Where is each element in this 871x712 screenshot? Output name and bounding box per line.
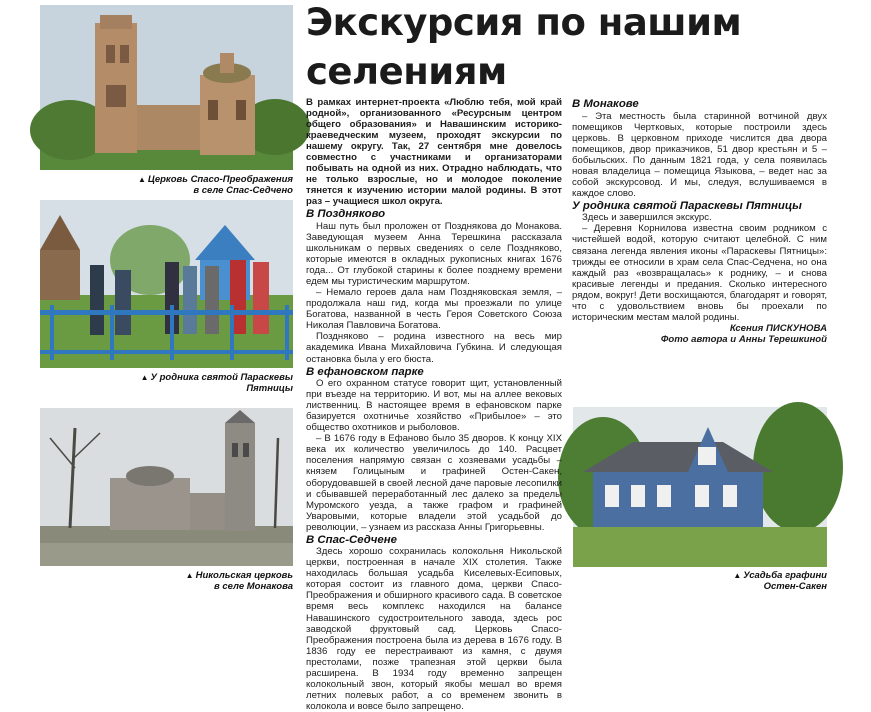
author-signature: Ксения ПИСКУНОВА (729, 322, 827, 334)
section-heading-monakovo: В Монакове (572, 98, 639, 110)
nikolskaya-church-photo (40, 408, 293, 566)
caption-marker-icon: ▲ (185, 571, 194, 580)
manor-osten-saken-photo (573, 407, 827, 567)
caption-marker-icon: ▲ (138, 175, 146, 184)
caption-marker-icon: ▲ (140, 373, 149, 382)
manor-photo-caption: ▲ Усадьба графини Остен-Сакен (733, 570, 827, 592)
spring-photo-caption: ▲ У родника святой Параскевы Пятницы (140, 372, 293, 394)
spring-group-photo (40, 200, 293, 368)
paragraph: – Деревня Корнилова известна своим родником с чистейшей водой, которую считают целебной. С ним связана легенда явления иконы «Параскевы Пятницы»: трижды ее относили в храм села Спас-Седчена, но она каждый раз «возвращалась» к роднику, – и снова красивые легенды и предания. Сколько интересного рядом, вокруг! Дети восхищаются, благодарят и говорят, что с удовольствием вновь бы проехали по историческим местам малой родины. (572, 223, 827, 323)
paragraph: Поздняково – родина известного на весь мир академика Ивана Михайловича Губкина. И следующая остановка была у его бюста. (306, 331, 562, 365)
article-title: Экскурсия по нашим селениям (306, 1, 742, 93)
article-lead: В рамках интернет-проекта «Люблю тебя, мой край родной», организованного «Ресурсным центром общего образования» и Навашинским историко-краеведческим музеем, проходят экскурсии по нашему округу. Так, 27 сентября мне довелось совместно с участниками и организаторами побывать на одной из них. Отрадно наблюдать, что не только взрослые, но и молодое поколение тянется к изучению истории малой родины. В этот раз – учащиеся школ округа. (306, 97, 562, 208)
article-column-1 (306, 97, 562, 712)
paragraph: – Эта местность была старинной вотчиной двух помещиков Чертковых, которые построили здесь церковь. В церковном приходе числится два двора помещиков, двор приказчиков, 51 двор крестьян и 5 – бобыльских. По данным 1821 года, у села появилась новая владелица – помещица Языкова, – ведет нас за собой экскурсовод. И мы, следуя, вслушиваемся в каждое слово. (572, 110, 827, 199)
section-heading-spas-sedchen: В Спас-Седчене (306, 533, 397, 546)
paragraph: О его охранном статусе говорит щит, установленный при въезде на территорию. И вот, мы на аллее вековых лиственниц. В настоящее время в ефановском парке базируется охотничье хозяйство «Прибылое» – это общество охотников и рыболовов. (306, 378, 562, 434)
church-spaso-preobrazheniya-photo (40, 5, 293, 170)
paragraph: Наш путь был проложен от Позднякова до Монакова. Заведующая музеем Анна Терешкина рассказала школьникам о первых сведениях о селе Поздняково, которые имеются в окладных рукописных книгах 1676 года... От глубокой старины к более позднему времени едем мы туристическим маршрутом. (306, 220, 562, 288)
paragraph: Здесь хорошо сохранилась колокольня Никольской церкви, построенная в начале XIX столетия. Также находилась большая усадьба Киселевых-Есиповых, которая состоит из главного дома, церкви Спасо-Преображения и обширного красивого сада. В советское время весь комплекс находился на балансе Навашинского судостроительного завода, здесь рос заводской фруктовый сад. Церковь Спасо-Преображения построена была из дерева в 1676 году. В 1836 году ее перестраивают из камня, с двумя престолами, позже трапезная этой церкви была расширена. В 1934 году временно запрещен колокольный звон, который якобы мешал во время летних полевых работ, а со временем звонить в колокола и вовсе было запрещено. (306, 546, 562, 712)
paragraph: Здесь и завершился экскурс. (582, 212, 712, 224)
nikolskaya-photo-caption: ▲ Никольская церковь в селе Монакова (185, 570, 293, 592)
paragraph: – В 1676 году в Ефаново было 35 дворов. К концу XIX века их количество увеличилось до 140. Расцвет поселения напрямую связан с хозяевами усадьбы – князем Голицыным и графиней Остен-Сакен, оборудовавшей в своей лесной даче паровые лесопилки и сбывавшей переработанный лес далеко за пределы Муромского уезда, а также графом и графиней Уваровыми, которые владели этой усадьбой до революции, – узнаем из рассказа Анны Григорьевны. (306, 433, 562, 533)
section-heading-pozdnyakovo: В Поздняково (306, 208, 386, 221)
section-heading-paraskeva-spring: У родника святой Параскевы Пятницы (572, 199, 802, 212)
caption-marker-icon: ▲ (733, 571, 742, 580)
section-heading-efanovo-park: В ефановском парке (306, 365, 424, 378)
church-photo-caption: ▲ Церковь Спасо-Преображения в селе Спас-Седчено (138, 174, 293, 196)
article-column-2 (572, 97, 827, 397)
paragraph: – Немало героев дала нам Поздняковская земля, – продолжала наш гид, когда мы проезжали по улице Богатова, названной в честь Героя Советского Союза Николая Павловича Богатова. (306, 287, 562, 332)
photo-credit: Фото автора и Анны Терешкиной (660, 333, 827, 345)
